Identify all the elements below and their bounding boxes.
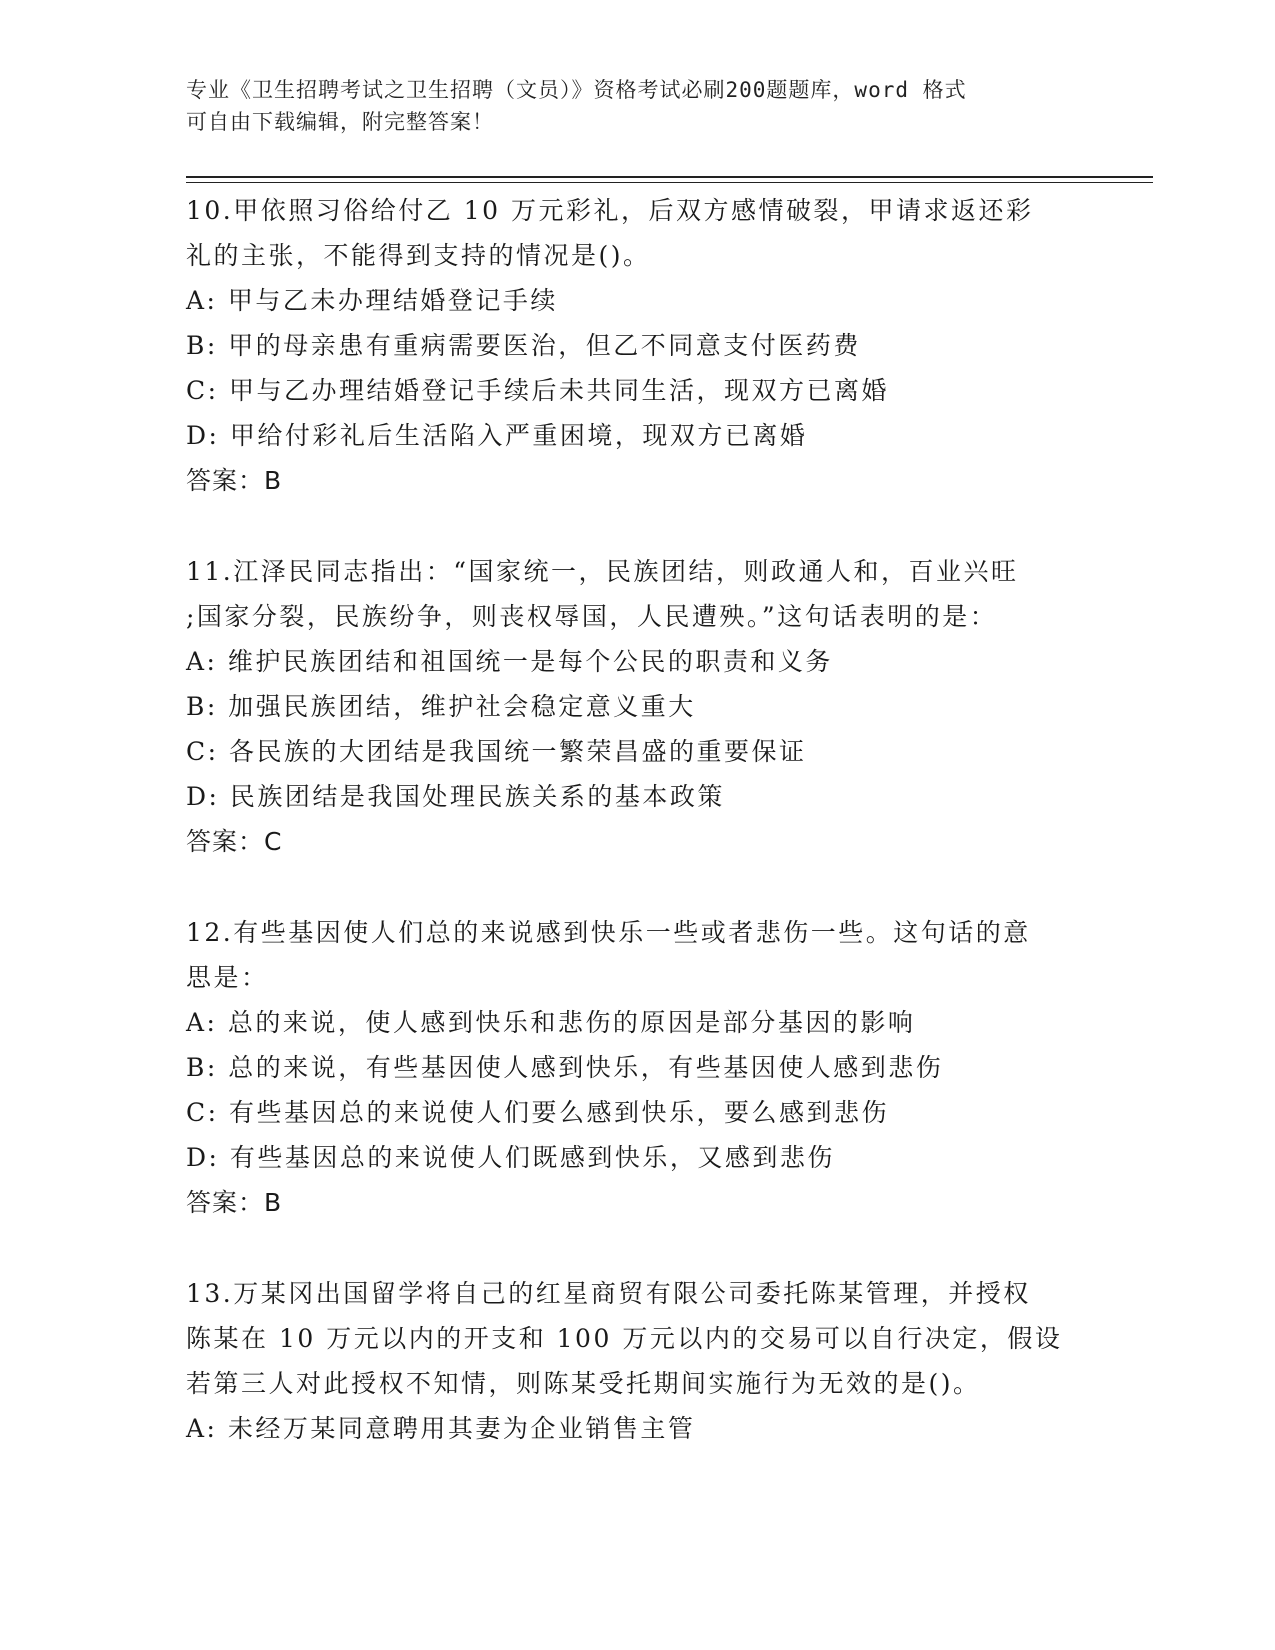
question-11 <box>186 549 1086 864</box>
option-c: C: 甲与乙办理结婚登记手续后未共同生活，现双方已离婚 <box>186 376 890 405</box>
header-divider-thin <box>186 182 1153 183</box>
question-spacer <box>186 1225 1086 1271</box>
option-a: A: 未经万某同意聘用其妻为企业销售主管 <box>186 1414 696 1443</box>
option-d: D: 有些基因总的来说使人们既感到快乐，又感到悲伤 <box>186 1143 835 1172</box>
document-header <box>186 74 1066 138</box>
question-spacer <box>186 503 1086 549</box>
option-d: D: 甲给付彩礼后生活陷入严重困境，现双方已离婚 <box>186 421 808 450</box>
option-b: B: 加强民族团结，维护社会稳定意义重大 <box>186 692 696 721</box>
question-12 <box>186 910 1086 1225</box>
header-divider-thick <box>186 176 1153 178</box>
question-10 <box>186 188 1086 503</box>
stem-line: 13.万某冈出国留学将自己的红星商贸有限公司委托陈某管理，并授权 <box>186 1279 1031 1308</box>
question-13 <box>186 1271 1086 1451</box>
option-a: A: 甲与乙未办理结婚登记手续 <box>186 286 558 315</box>
question-stem <box>186 549 1086 639</box>
option-a: A: 总的来说，使人感到快乐和悲伤的原因是部分基因的影响 <box>186 1008 916 1037</box>
stem-line: 礼的主张，不能得到支持的情况是()。 <box>186 241 651 270</box>
stem-line: 11.江泽民同志指出：“国家统一，民族团结，则政通人和，百业兴旺 <box>186 557 1019 586</box>
stem-line: ;国家分裂，民族纷争，则丧权辱国，人民遭殃。”这句话表明的是： <box>186 602 998 631</box>
answer-line: 答案：B <box>186 466 283 495</box>
question-stem <box>186 910 1086 1000</box>
option-b: B: 总的来说，有些基因使人感到快乐，有些基因使人感到悲伤 <box>186 1053 944 1082</box>
question-stem <box>186 1271 1086 1406</box>
answer-line: 答案：B <box>186 1188 283 1217</box>
option-c: C: 各民族的大团结是我国统一繁荣昌盛的重要保证 <box>186 737 807 766</box>
answer-line: 答案：C <box>186 827 283 856</box>
option-a: A: 维护民族团结和祖国统一是每个公民的职责和义务 <box>186 647 833 676</box>
option-c: C: 有些基因总的来说使人们要么感到快乐，要么感到悲伤 <box>186 1098 890 1127</box>
stem-line: 若第三人对此授权不知情，则陈某受托期间实施行为无效的是()。 <box>186 1369 981 1398</box>
option-d: D: 民族团结是我国处理民族关系的基本政策 <box>186 782 725 811</box>
header-line-1: 专业《卫生招聘考试之卫生招聘（文员）》资格考试必刷200题题库，word 格式 <box>186 78 967 102</box>
question-list <box>186 188 1086 1451</box>
option-b: B: 甲的母亲患有重病需要医治，但乙不同意支付医药费 <box>186 331 861 360</box>
stem-line: 10.甲依照习俗给付乙 10 万元彩礼，后双方感情破裂，甲请求返还彩 <box>186 196 1034 225</box>
stem-line: 12.有些基因使人们总的来说感到快乐一些或者悲伤一些。这句话的意 <box>186 918 1031 947</box>
question-stem <box>186 188 1086 278</box>
stem-line: 思是： <box>186 963 269 992</box>
question-spacer <box>186 864 1086 910</box>
header-line-2: 可自由下载编辑，附完整答案！ <box>186 110 494 134</box>
stem-line: 陈某在 10 万元以内的开支和 100 万元以内的交易可以自行决定，假设 <box>186 1324 1063 1353</box>
